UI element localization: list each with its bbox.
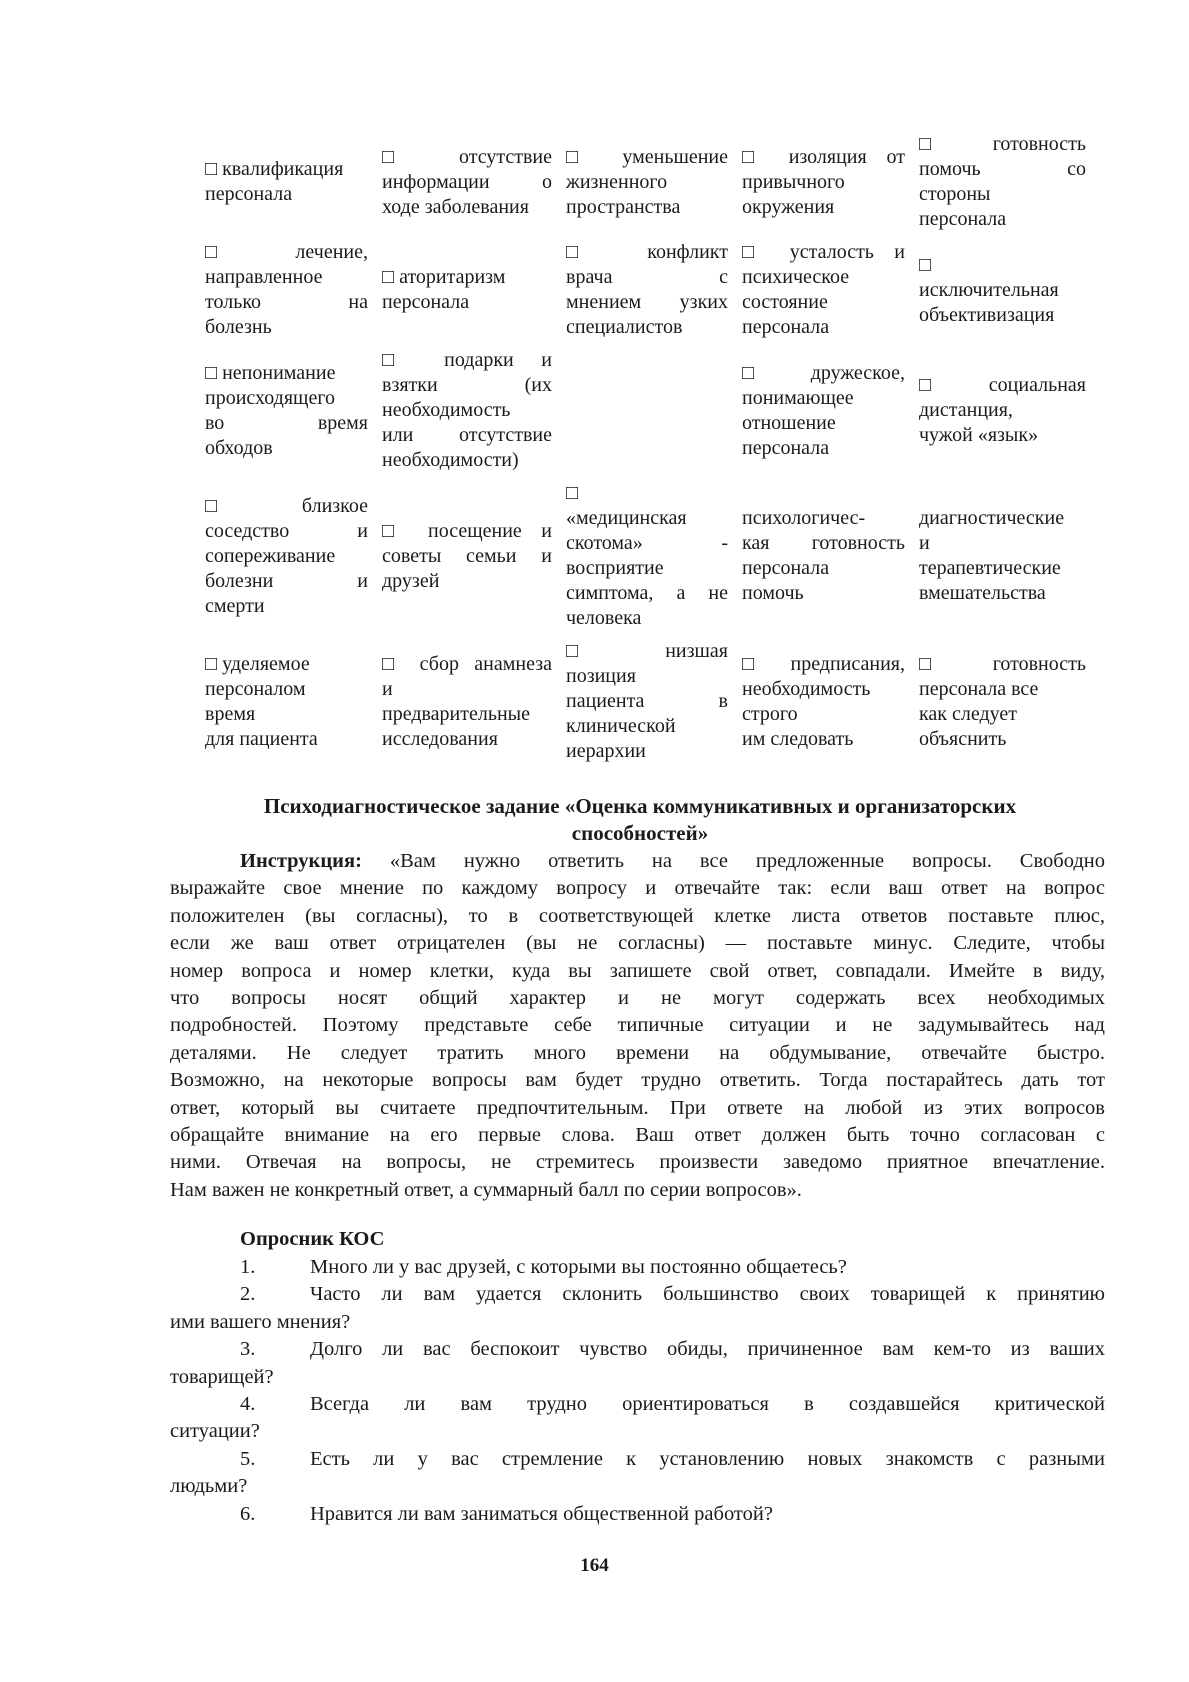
- question-line: [170, 1391, 1105, 1418]
- table-cell-line: □: [919, 253, 932, 276]
- instruction-paragraph: [170, 848, 1105, 1204]
- table-cell: [205, 477, 382, 635]
- table-cell-line: психическое: [742, 266, 850, 288]
- table-cell: [382, 477, 566, 635]
- question-line: [170, 1418, 1105, 1445]
- question-line: [170, 1254, 1105, 1281]
- table-cell-line: понимающее: [742, 386, 854, 409]
- questionnaire-title: Опросник КОС: [240, 1228, 385, 1250]
- table-cell-line: им следовать: [742, 727, 854, 750]
- table-row: [205, 477, 1086, 635]
- table-cell-line: □ низшая: [566, 640, 728, 662]
- table-cell-line: ходе заболевания: [382, 195, 529, 218]
- question-line: [170, 1501, 1105, 1528]
- table-cell-line: и: [919, 532, 930, 554]
- table-cell-line: пациента в: [566, 690, 728, 712]
- table-cell-line: для пациента: [205, 727, 318, 750]
- list-item: [170, 1391, 1105, 1446]
- table-cell-line: мнением узких: [566, 291, 728, 313]
- table-cell: [382, 635, 566, 768]
- table-cell-line: □ уделяемое: [205, 652, 310, 675]
- table-cell-line: терапевтические: [919, 557, 1061, 579]
- table-cell: [566, 477, 742, 635]
- table-cell-line: позиция: [566, 665, 636, 687]
- question-text: товарищей?: [170, 1365, 274, 1388]
- table-cell-line: персоналом: [205, 677, 306, 700]
- instruction-line: Нам важен не конкретный ответ, а суммарный балл по серии вопросов».: [170, 1178, 802, 1201]
- table-cell-line: необходимости): [382, 449, 519, 471]
- list-item: [170, 1501, 1105, 1528]
- table-cell-line: друзей: [382, 569, 440, 592]
- table-cell: [205, 344, 382, 477]
- table-cell-line: □ сбор анамнеза: [382, 652, 552, 675]
- table-cell-line: «медицинская: [566, 507, 687, 529]
- instruction-line: обращайте внимание на его первые слова. Ваш ответ должен быть точно согласован с: [170, 1124, 1105, 1147]
- table-cell-line: пространства: [566, 195, 681, 218]
- table-row: [205, 128, 1086, 236]
- table-cell-line: исключительная: [919, 278, 1059, 301]
- instruction-line: Возможно, на некоторые вопросы вам будет трудно ответить. Тогда постарайтесь дать тот: [170, 1069, 1105, 1092]
- table-cell-line: □ изоляция от: [742, 145, 905, 168]
- question-list: [170, 1254, 1105, 1528]
- table-cell-line: информации о: [382, 170, 552, 193]
- table-cell-line: предварительные: [382, 702, 530, 725]
- table-cell: [566, 236, 742, 344]
- table-cell-line: специалистов: [566, 316, 683, 338]
- table-cell-line: персонала: [742, 316, 830, 338]
- table-cell-line: □ близкое: [205, 494, 368, 517]
- table-cell-line: во время: [205, 411, 368, 434]
- table-cell: [205, 236, 382, 344]
- instruction-line: что вопросы носят общий характер и не могут содержать всех необходимых: [170, 987, 1105, 1010]
- table-cell-line: жизненного: [566, 170, 668, 193]
- table-cell: [382, 344, 566, 477]
- instruction-line: подробностей. Поэтому представьте себе типичные ситуации и не задумывайтесь над: [170, 1014, 1105, 1037]
- table-cell: [382, 236, 566, 344]
- table-cell-line: привычного: [742, 170, 845, 193]
- table-cell-line: вмешательства: [919, 582, 1046, 604]
- table-cell-line: диагностические: [919, 507, 1065, 529]
- table-cell: [919, 128, 1086, 236]
- table-cell-line: советы семьи и: [382, 544, 552, 567]
- page-number: 164: [580, 1555, 609, 1576]
- table-cell-line: персонала: [742, 557, 830, 579]
- section-title-line1: Психодиагностическое задание «Оценка коммуникативных и организаторских: [263, 794, 1017, 818]
- table-cell-line: окружения: [742, 195, 835, 218]
- table-cell-line: происходящего: [205, 386, 336, 409]
- table-cell-line: □ аторитаризм: [382, 266, 506, 288]
- instruction-line: ответ, который вы считаете предпочтительным. При ответе на любой из этих вопросов: [170, 1096, 1105, 1119]
- section-title-line2: способностей»: [571, 821, 709, 845]
- table-cell-line: болезни и: [205, 569, 368, 592]
- list-item: [170, 1281, 1105, 1336]
- question-number: 1.: [240, 1256, 256, 1278]
- question-text: ими вашего мнения?: [170, 1310, 351, 1333]
- table-cell-line: □ усталость и: [742, 241, 905, 263]
- instruction-text: «Вам нужно ответить на все предложенные вопросы. Свободно: [361, 850, 1105, 872]
- table-cell-line: чужой «язык»: [919, 424, 1039, 446]
- table-cell-line: персонала: [919, 208, 1007, 230]
- section-title: [170, 793, 1110, 847]
- question-text: Нравится ли вам заниматься общественной работой?: [310, 1502, 773, 1525]
- table-cell: [742, 477, 919, 635]
- table-cell-line: персонала все: [919, 677, 1039, 700]
- table-cell: [919, 635, 1086, 768]
- table-cell-line: необходимость: [742, 677, 871, 700]
- table-cell-line: клинической: [566, 715, 676, 737]
- table-cell: [205, 635, 382, 768]
- question-line: [170, 1364, 1105, 1391]
- table-cell-line: помочь: [742, 582, 804, 604]
- question-text: людьми?: [170, 1475, 248, 1498]
- table-cell: [919, 477, 1086, 635]
- table-cell-line: □ подарки и: [382, 349, 552, 371]
- table-cell-line: □ дружеское,: [742, 361, 905, 384]
- question-line: [170, 1336, 1105, 1363]
- list-item: [170, 1336, 1105, 1391]
- table-cell-line: объяснить: [919, 727, 1007, 750]
- table-cell-line: □ предписания,: [742, 652, 905, 675]
- table-cell-line: персонала: [205, 183, 293, 205]
- table-cell-line: □ уменьшение: [566, 145, 728, 168]
- table-cell-line: симптома, а не: [566, 582, 728, 604]
- question-text: Долго ли вас беспокоит чувство обиды, причиненное вам кем-то из ваших: [310, 1338, 1105, 1361]
- factor-table: [205, 128, 1086, 768]
- table-row: [205, 635, 1086, 768]
- table-row: [205, 236, 1086, 344]
- instruction-line: номер вопроса и номер клетки, куда вы запишете свой ответ, совпадали. Имейте в виду,: [170, 959, 1105, 982]
- table-cell: [919, 344, 1086, 477]
- table-cell-line: как следует: [919, 702, 1018, 725]
- table-cell: [742, 344, 919, 477]
- table-cell-line: дистанция,: [919, 399, 1013, 421]
- table-cell-line: □ конфликт: [566, 241, 728, 263]
- table-cell-line: взятки (их: [382, 374, 552, 396]
- table-cell-line: персонала: [382, 291, 470, 313]
- question-number: 5.: [240, 1447, 256, 1470]
- table-cell-line: сопереживание: [205, 544, 336, 567]
- table-cell-line: обходов: [205, 436, 273, 459]
- table-cell-line: кая готовность: [742, 532, 905, 554]
- table-cell-line: помочь со: [919, 158, 1086, 180]
- table-cell-line: стороны: [919, 183, 991, 205]
- instruction-line: [170, 848, 1105, 875]
- instruction-line: выражайте свое мнение по каждому вопросу и отвечайте так: если ваш ответ на вопрос: [170, 877, 1105, 900]
- instruction-line: ними. Отвечая на вопросы, не стремитесь произвести заведомо приятное впечатление.: [170, 1151, 1105, 1174]
- table-cell-line: □ квалификация: [205, 158, 344, 180]
- table-cell: [742, 236, 919, 344]
- table-cell-line: □: [566, 482, 579, 504]
- table-cell: [382, 128, 566, 236]
- table-cell-line: □ посещение и: [382, 519, 552, 542]
- table-cell: [566, 635, 742, 768]
- table-cell-line: □ непонимание: [205, 361, 336, 384]
- table-cell-line: скотома» -: [566, 532, 728, 554]
- table-cell: [566, 128, 742, 236]
- instruction-line: если же ваш ответ отрицателен (вы не согласны) — поставьте минус. Следите, чтобы: [170, 932, 1105, 955]
- question-line: [170, 1281, 1105, 1308]
- list-item: [170, 1254, 1105, 1281]
- table-cell-line: необходимость: [382, 399, 511, 421]
- question-text: Часто ли вам удается склонить большинство своих товарищей к принятию: [310, 1283, 1105, 1306]
- question-number: 6.: [240, 1502, 256, 1525]
- table-cell-line: □ отсутствие: [382, 145, 552, 168]
- question-number: 4.: [240, 1393, 256, 1416]
- question-number: 2.: [240, 1283, 256, 1306]
- table-cell-line: □ социальная: [919, 374, 1086, 396]
- table-cell-line: состояние: [742, 291, 828, 313]
- table-cell: [919, 236, 1086, 344]
- table-cell: [742, 635, 919, 768]
- instruction-label: Инструкция:: [240, 850, 362, 872]
- table-cell-line: иерархии: [566, 740, 646, 762]
- table-cell-line: врача с: [566, 266, 728, 288]
- table-cell-line: □ готовность: [919, 133, 1086, 155]
- table-cell-line: персонала: [742, 436, 830, 459]
- table-cell-line: восприятие: [566, 557, 664, 579]
- list-item: [170, 1446, 1105, 1501]
- table-cell-line: только на: [205, 291, 368, 313]
- instruction-line: деталями. Не следует тратить много времени на обдумывание, отвечайте быстро.: [170, 1041, 1105, 1064]
- table-cell-line: исследования: [382, 727, 498, 750]
- table-cell-line: соседство и: [205, 519, 368, 542]
- question-line: [170, 1446, 1105, 1473]
- question-line: [170, 1309, 1105, 1336]
- table-cell-line: время: [205, 702, 256, 725]
- table-cell-line: □ лечение,: [205, 241, 368, 263]
- table-cell-line: отношение: [742, 411, 836, 434]
- question-number: 3.: [240, 1338, 256, 1361]
- instruction-line: положителен (вы согласны), то в соответствующей клетке листа ответов поставьте плюс,: [170, 904, 1105, 927]
- table-row: [205, 344, 1086, 477]
- question-text: Всегда ли вам трудно ориентироваться в создавшейся критической: [310, 1393, 1105, 1416]
- table-cell-line: строго: [742, 702, 798, 725]
- table-cell-line: болезнь: [205, 316, 272, 338]
- table-cell: [742, 128, 919, 236]
- table-cell-line: психологичес-: [742, 507, 866, 529]
- table-cell-line: объективизация: [919, 303, 1055, 326]
- table-cell-line: смерти: [205, 594, 265, 617]
- table-cell-line: и: [382, 677, 393, 700]
- question-text: Есть ли у вас стремление к установлению новых знакомств с разными: [310, 1447, 1105, 1470]
- table-cell-line: человека: [566, 607, 642, 629]
- table-cell-line: направленное: [205, 266, 323, 288]
- table-cell: [205, 128, 382, 236]
- table-cell-line: □ готовность: [919, 652, 1086, 675]
- table-cell-line: или отсутствие: [382, 424, 552, 446]
- question-text: Много ли у вас друзей, с которыми вы постоянно общаетесь?: [310, 1256, 847, 1278]
- question-text: ситуации?: [170, 1420, 260, 1443]
- question-line: [170, 1473, 1105, 1500]
- table-cell: [566, 344, 742, 477]
